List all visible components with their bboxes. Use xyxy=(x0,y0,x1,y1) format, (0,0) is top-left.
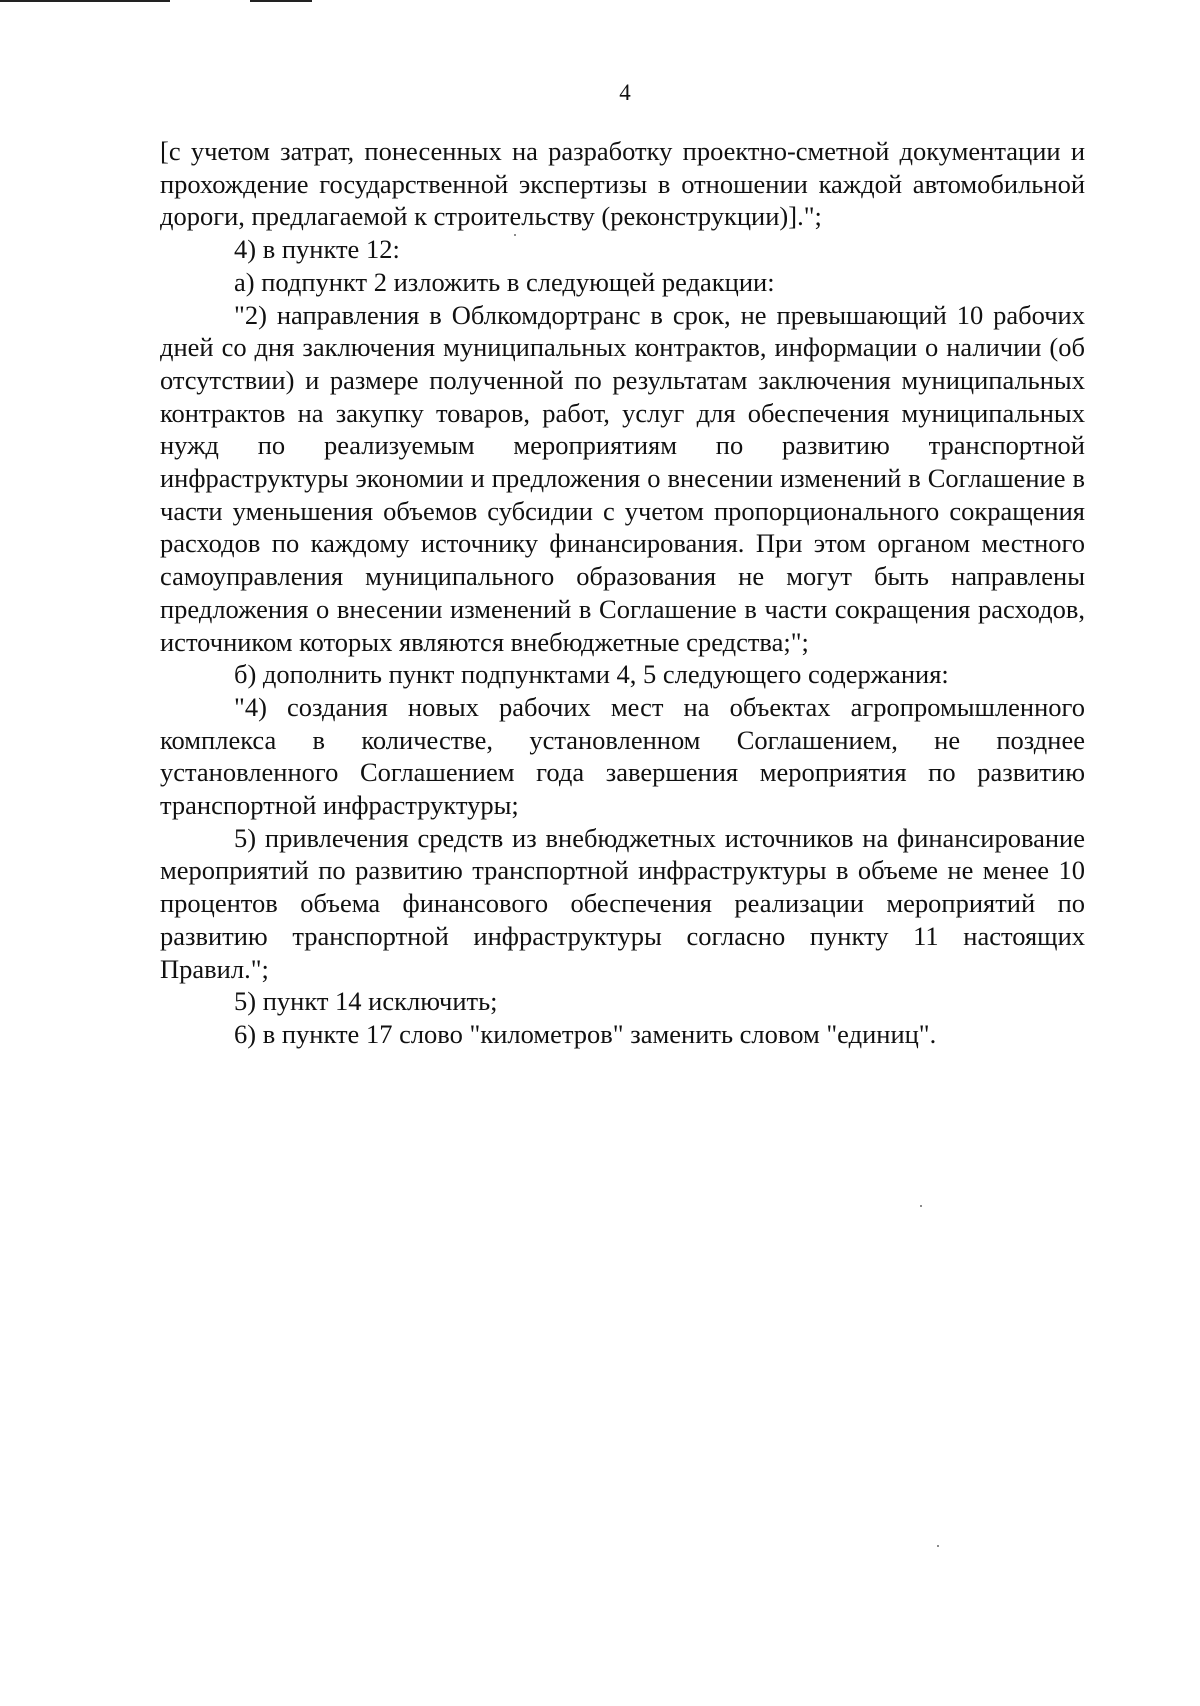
scan-speck xyxy=(937,1545,939,1547)
paragraph-subitem-2-text: "2) направления в Облкомдортранс в срок, не превышающий 10 рабочих дней со дня заключения муниципальных контрактов, информации о наличии (об отсутствии) и размере полученной по результатам заключения муниципальных контрактов на закупку товаров, работ, услуг для обеспечения муниципальных нужд по реализуемым мероприятиям по развитию транспортной инфраструктуры экономии и предложения о внесении изменений в Соглашение в части уменьшения объемов субсидии с учетом пропорционального сокращения расходов по каждому источнику финансирования. При этом органом местного самоуправления муниципального образования не могут быть направлены предложения о внесении изменений в Соглашение в части сокращения расходов, источником которых являются внебюджетные средства;"; xyxy=(160,299,1085,657)
document-body xyxy=(160,135,1085,1051)
scan-edge-line xyxy=(0,0,170,2)
scan-speck xyxy=(514,234,516,236)
scan-edge-line xyxy=(250,0,312,2)
paragraph-subitem-5-text: 5) привлечения средств из внебюджетных источников на финансирование мероприятий по развитию транспортной инфраструктуры в объеме не менее 10 процентов объема финансового обеспечения реализации мероприятий по развитию транспортной инфраструктуры согласно пункту 11 настоящих Правил."; xyxy=(160,822,1085,984)
paragraph-subitem-4-text: "4) создания новых рабочих мест на объектах агропромышленного комплекса в количестве, установленном Соглашением, не позднее установленного Соглашением года завершения мероприятия по развитию транспортной инфраструктуры; xyxy=(160,691,1085,821)
paragraph-subitem-b: б) дополнить пункт подпунктами 4, 5 следующего содержания: xyxy=(234,659,949,690)
paragraph-item-5: 5) пункт 14 исключить; xyxy=(234,986,498,1017)
page-number: 4 xyxy=(619,80,631,105)
paragraph-item-6: 6) в пункте 17 слово "километров" заменить словом "единиц". xyxy=(234,1018,937,1049)
paragraph-item-4: 4) в пункте 12: xyxy=(234,234,400,265)
scan-speck xyxy=(920,1205,922,1207)
paragraph-subitem-a: а) подпункт 2 изложить в следующей редакции: xyxy=(234,266,775,297)
paragraph-continuation: [с учетом затрат, понесенных на разработку проектно-сметной документации и прохождение государственной экспертизы в отношении каждой автомобильной дороги, предлагаемой к строительству (реконструкции)]."; xyxy=(160,136,1085,232)
